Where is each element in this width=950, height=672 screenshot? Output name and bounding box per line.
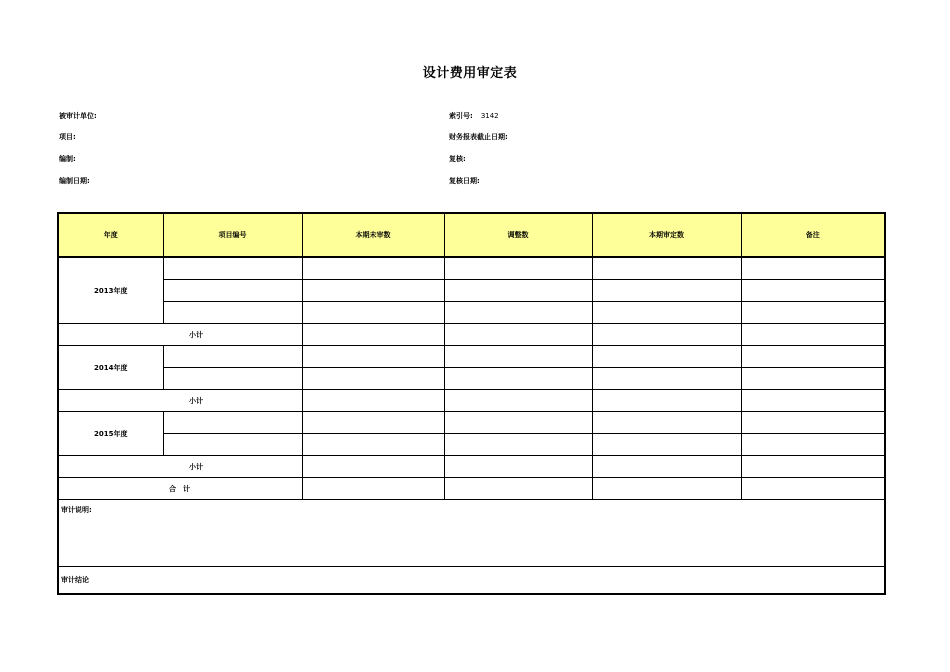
table-cell[interactable] [741,434,885,456]
table-row [58,368,885,390]
table-cell[interactable] [163,280,302,302]
header-remarks: 备注 [741,213,885,257]
page-title: 设计费用审定表 [422,66,518,81]
audit-note-row [58,500,885,567]
reviewer-label: 复核: [449,155,466,163]
table-cell[interactable] [741,478,885,500]
fee-audit-table [57,212,886,595]
table-row [58,346,885,368]
subtotal-label: 小计 [58,324,302,346]
subtotal-row-2014 [58,390,885,412]
table-row [58,412,885,434]
table-cell[interactable] [302,346,444,368]
table-cell[interactable] [592,412,741,434]
prepared-date-label: 编制日期: [59,177,90,185]
table-cell[interactable] [444,434,592,456]
table-cell[interactable] [163,412,302,434]
table-cell[interactable] [302,478,444,500]
table-cell[interactable] [302,280,444,302]
table-row [58,302,885,324]
table-cell[interactable] [302,368,444,390]
header-audited-amount: 本期审定数 [592,213,741,257]
table-cell[interactable] [444,280,592,302]
year-2014-cell: 2014年度 [58,346,163,390]
audited-unit-label: 被审计单位: [59,112,97,120]
table-cell[interactable] [592,346,741,368]
header-item-number: 项目编号 [163,213,302,257]
table-cell[interactable] [444,324,592,346]
project-label: 项目: [59,133,76,141]
table-cell[interactable] [302,456,444,478]
table-cell[interactable] [444,257,592,280]
table-header-row [58,213,885,257]
table-cell[interactable] [741,257,885,280]
audit-conclusion-row [58,567,885,595]
index-number-label: 索引号: [449,112,473,120]
header-adjustment: 调整数 [444,213,592,257]
table-cell[interactable] [302,257,444,280]
audit-conclusion-label[interactable]: 审计结论 [58,567,885,595]
table-cell[interactable] [592,456,741,478]
total-row [58,478,885,500]
table-cell[interactable] [592,302,741,324]
subtotal-row-2013 [58,324,885,346]
table-cell[interactable] [163,434,302,456]
table-cell[interactable] [163,346,302,368]
table-cell[interactable] [741,302,885,324]
table-cell[interactable] [592,324,741,346]
table-cell[interactable] [741,390,885,412]
audit-note-label[interactable]: 审计说明: [58,500,885,567]
table-cell[interactable] [741,324,885,346]
table-cell[interactable] [444,412,592,434]
table-cell[interactable] [302,434,444,456]
table-cell[interactable] [302,324,444,346]
header-unaudited-amount: 本期未审数 [302,213,444,257]
table-cell[interactable] [302,412,444,434]
subtotal-label: 小计 [58,390,302,412]
table-cell[interactable] [163,368,302,390]
index-number [449,111,499,121]
table-row [58,257,885,280]
table-cell[interactable] [741,280,885,302]
table-cell[interactable] [444,346,592,368]
index-number-value: 3142 [480,112,499,120]
table-cell[interactable] [592,368,741,390]
table-cell[interactable] [592,257,741,280]
review-date-label: 复核日期: [449,177,480,185]
table-cell[interactable] [741,368,885,390]
table-cell[interactable] [592,280,741,302]
table-cell[interactable] [302,390,444,412]
table-cell[interactable] [741,412,885,434]
table-cell[interactable] [592,434,741,456]
table-cell[interactable] [163,302,302,324]
table-cell[interactable] [444,478,592,500]
table-cell[interactable] [444,390,592,412]
table-cell[interactable] [163,257,302,280]
table-cell[interactable] [444,456,592,478]
table-row [58,280,885,302]
report-cutoff-label: 财务报表截止日期: [449,133,508,141]
total-label: 合 计 [58,478,302,500]
table-row [58,434,885,456]
subtotal-label: 小计 [58,456,302,478]
table-cell[interactable] [741,456,885,478]
table-cell[interactable] [592,390,741,412]
table-cell[interactable] [444,302,592,324]
header-year: 年度 [58,213,163,257]
table-cell[interactable] [302,302,444,324]
year-2015-cell: 2015年度 [58,412,163,456]
table-cell[interactable] [592,478,741,500]
subtotal-row-2015 [58,456,885,478]
prepared-by-label: 编制: [59,155,76,163]
table-cell[interactable] [741,346,885,368]
table-cell[interactable] [444,368,592,390]
year-2013-cell: 2013年度 [58,257,163,324]
